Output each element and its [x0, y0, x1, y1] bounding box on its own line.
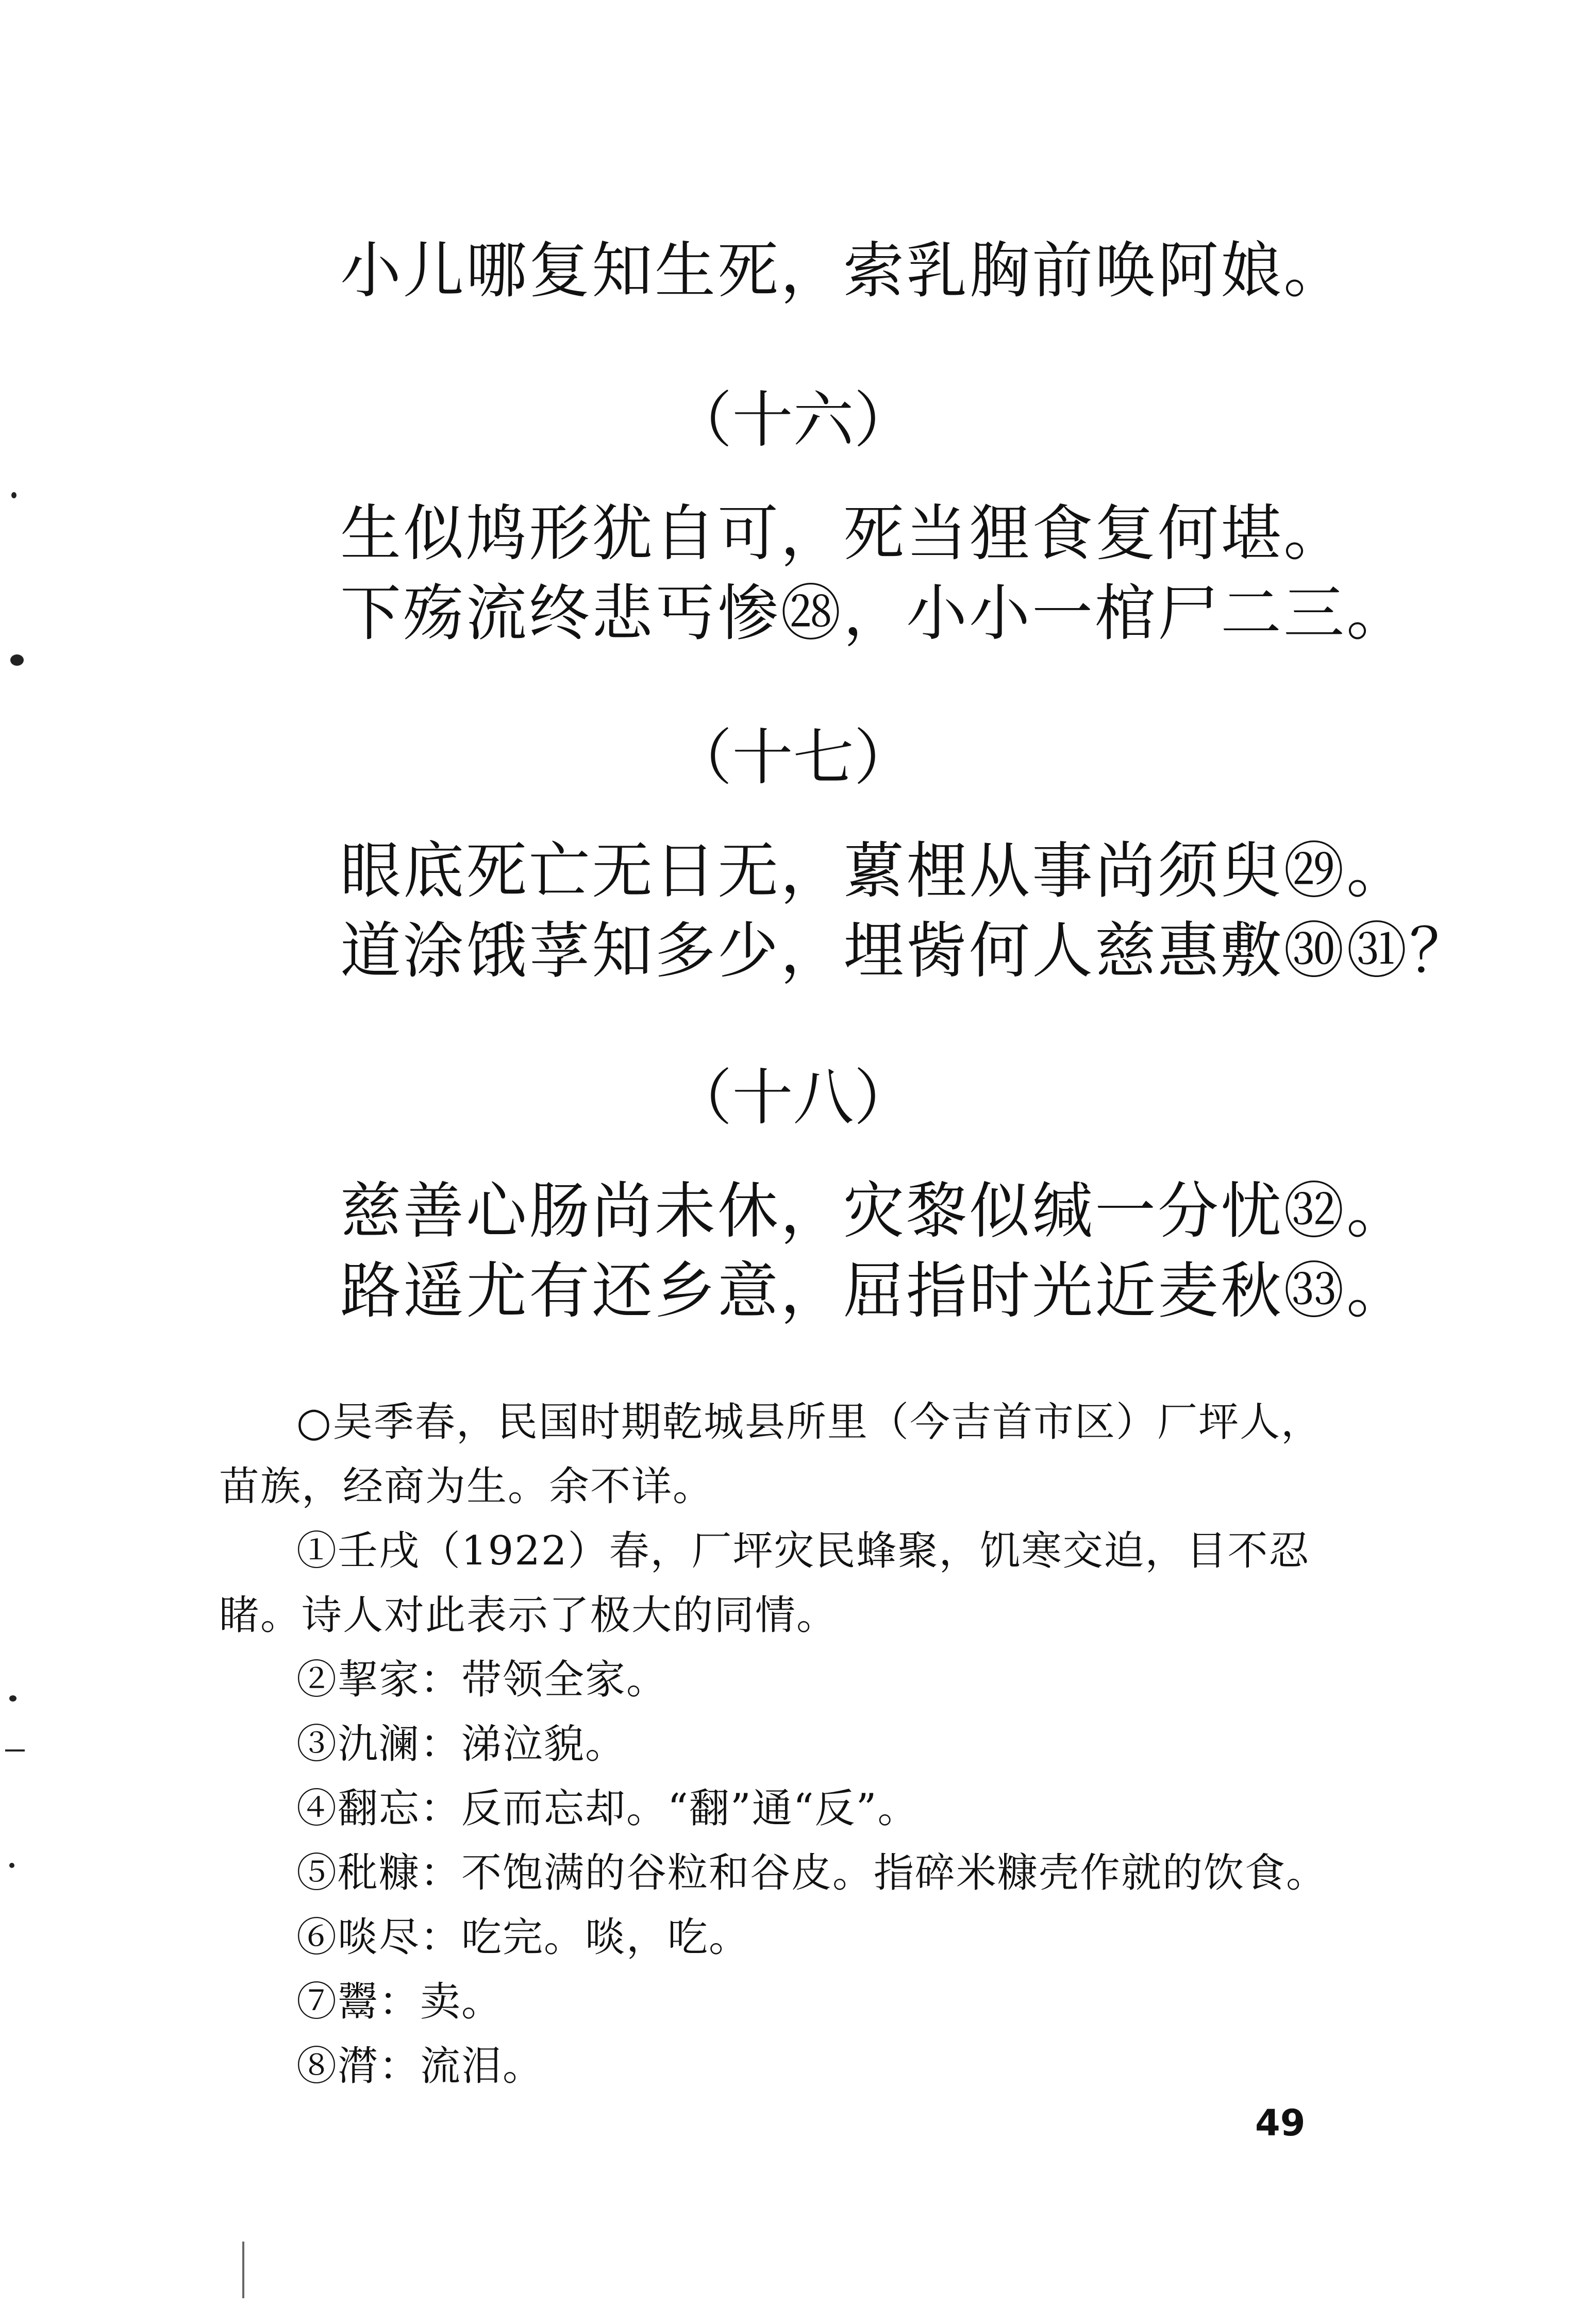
scan-speck [11, 492, 16, 498]
stanza18-line2: 路遥尤有还乡意，屈指时光近麦秋㉝。 [340, 1255, 1410, 1326]
stanza17-line1: 眼底死亡无日无，蔂梩从事尚须臾㉙。 [340, 835, 1410, 906]
stanza18-line1: 慈善心肠尚未休，灾黎似缄一分忧㉜。 [340, 1175, 1410, 1247]
stanza16-line2: 下殇流终悲丐惨㉘，小小一棺尸二三。 [340, 578, 1410, 649]
stanza-title-17: （十七） [671, 722, 915, 793]
stanza16-line1: 生似鸠形犹自可，死当狸食复何堪。 [340, 498, 1347, 569]
stanza-title-18: （十八） [671, 1062, 915, 1133]
note-3: ③氿澜：涕泣貌。 [296, 1721, 627, 1767]
note-7: ⑦鬻：卖。 [296, 1979, 503, 2025]
scan-speck [10, 654, 24, 666]
page-number: 49 [1255, 2102, 1306, 2144]
note-6: ⑥啖尽：吃完。啖，吃。 [296, 1914, 750, 1961]
note-1-line1: ①壬戌（1922）春，厂坪灾民蜂聚，饥寒交迫，目不忍 [296, 1528, 1310, 1574]
note-author-line2: 苗族，经商为生。余不详。 [219, 1463, 714, 1510]
note-5: ⑤秕糠：不饱满的谷粒和谷皮。指碎米糠壳作就的饮食。 [296, 1850, 1328, 1896]
note-4: ④翻忘：反而忘却。“翻”通“反”。 [296, 1786, 919, 1832]
note-1-line2: 睹。诗人对此表示了极大的同情。 [219, 1592, 838, 1639]
scan-speck [5, 1749, 25, 1752]
scan-speck [242, 2242, 244, 2298]
stanza17-line2: 道涂饿莩知多少，埋胔何人慈惠敷㉚㉛？ [340, 915, 1473, 986]
poem-line-top: 小儿哪复知生死，索乳胸前唤阿娘。 [340, 235, 1347, 306]
scan-speck [9, 1695, 16, 1702]
note-author-line1: ○吴季春，民国时期乾城县所里（今吉首市区）厂坪人， [296, 1399, 1323, 1445]
note-8: ⑧潸：流泪。 [296, 2043, 544, 2090]
stanza-title-16: （十六） [671, 384, 915, 456]
scan-speck [9, 1863, 14, 1868]
note-2: ②挈家：带领全家。 [296, 1657, 668, 1703]
